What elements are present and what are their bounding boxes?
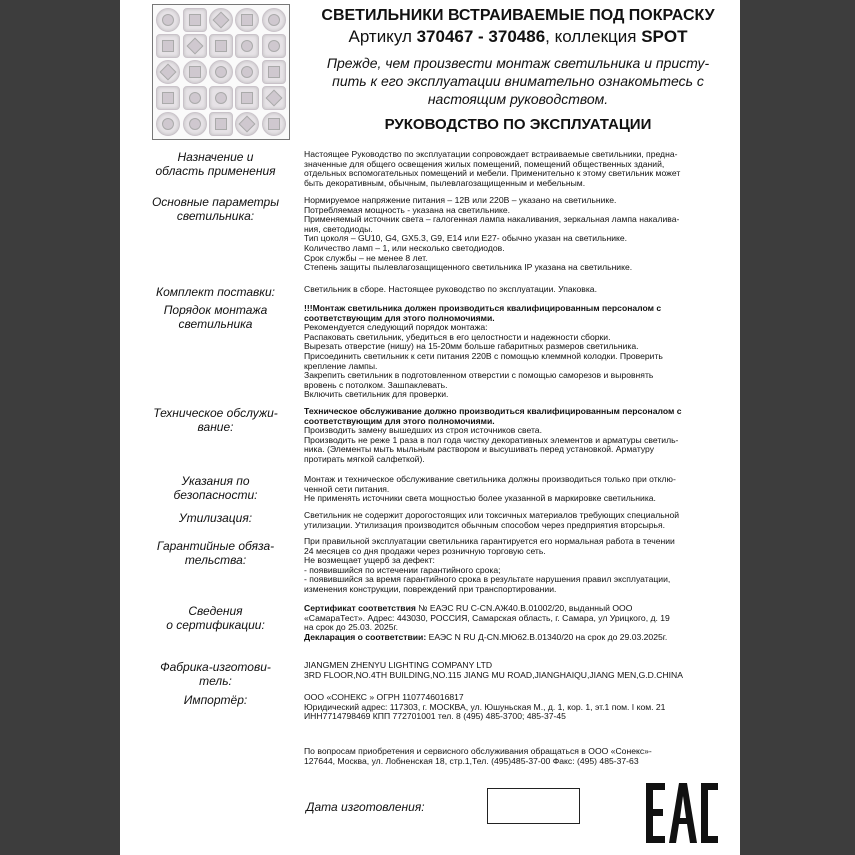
- lamp-thumbnail: [262, 86, 286, 110]
- safety-label: [128, 474, 303, 502]
- kit-label: [128, 285, 303, 299]
- text-line: Производить не реже 1 раза в пол года чистку декоративных элементов и арматуры светиль-: [304, 434, 679, 445]
- lamp-thumbnail: [182, 8, 206, 32]
- article-prefix: Артикул: [348, 27, 417, 46]
- lamp-thumbnail: [156, 34, 180, 58]
- mounting-label: [128, 303, 303, 331]
- lamp-thumbnail: [262, 112, 286, 136]
- text-line: протирать мягкой салфеткой).: [304, 453, 425, 464]
- document-title: СВЕТИЛЬНИКИ ВСТРАИВАЕМЫЕ ПОД ПОКРАСКУ: [321, 7, 715, 24]
- declaration-heading: Декларация о соответствии:: [304, 631, 427, 642]
- text-line: Рекомендуется следующий порядок монтажа:: [304, 322, 488, 333]
- lamp-thumbnail: [182, 86, 206, 110]
- disposal-text: [304, 511, 730, 530]
- text-line: утилизации. Утилизация производится обычным способом через предприятия вторсырья.: [304, 519, 666, 530]
- factory-text: [304, 661, 730, 680]
- label-line: область применения: [155, 164, 276, 178]
- lamp-thumbnail: [235, 112, 259, 136]
- lamp-thumbnail: [156, 86, 180, 110]
- lamp-thumbnail: [182, 60, 206, 84]
- text-line: Присоединить светильник к сети питания 220В с помощью клеммной колодки. Проверить: [304, 350, 663, 361]
- lamp-thumbnail: [156, 112, 180, 136]
- text-line: Распаковать светильник, убедиться в его целостности и надежности сборки.: [304, 331, 611, 342]
- label-line: вание:: [197, 420, 234, 434]
- lamp-thumbnail: [156, 60, 180, 84]
- lamp-thumbnail: [262, 34, 286, 58]
- lamp-thumbnail: [262, 8, 286, 32]
- text-line: JIANGMEN ZHENYU LIGHTING COMPANY LTD: [304, 660, 493, 670]
- lamp-thumbnail: [262, 60, 286, 84]
- mounting-text: [304, 304, 730, 400]
- lamp-thumbnail: [235, 60, 259, 84]
- text-line: отдельных вспомогательных помещений и мебели. Применительно к этому светильник может: [304, 168, 681, 179]
- text-line: Не применять источники света мощностью более указанной в маркировке светильника.: [304, 493, 656, 504]
- text-line: - появившийся за время гарантийного срока в результате нарушения правил эксплуатации,: [304, 574, 671, 585]
- label-line: светильника: [178, 317, 253, 331]
- label-line: Техническое обслужи-: [153, 406, 278, 420]
- label-line: Гарантийные обяза-: [156, 539, 275, 553]
- article-mid: , коллекция: [545, 27, 642, 46]
- label-line: светильника:: [176, 209, 255, 223]
- lamp-thumbnail: [209, 112, 233, 136]
- kit-text: [304, 285, 730, 295]
- text-line: ния, светодиоды.: [304, 223, 373, 234]
- certification-label: [128, 604, 303, 632]
- text-line: Количество ламп – 1, или несколько светодиодов.: [304, 242, 505, 253]
- text-line: Не возмещает ущерб за дефект:: [304, 555, 435, 566]
- lamp-thumbnail: [182, 34, 206, 58]
- text-line: ООО «СОНЕКС » ОГРН 1107746016817: [304, 692, 464, 702]
- label-line: тель:: [199, 674, 232, 688]
- eac-certification-mark: [645, 782, 719, 844]
- params-label: [128, 195, 303, 223]
- viewer-background-left: [0, 0, 120, 855]
- certificate-heading: Сертификат соответствия: [304, 603, 416, 613]
- text-line: вровень с потолком. Зашпаклевать.: [304, 379, 448, 390]
- lamp-thumbnail: [235, 8, 259, 32]
- viewer-background-right: [740, 0, 855, 855]
- label-line: Порядок монтажа: [163, 303, 268, 317]
- text-line: 127644, Москва, ул. Лобненская 18, стр.1,Тел. (495)485-37-00 Факс: (495) 485-37-63: [304, 755, 639, 766]
- disposal-label: [128, 511, 303, 525]
- text-line: Применяемый источник света – галогенная лампа накаливания, зеркальная лампа накалива-: [304, 214, 680, 225]
- purpose-text: [304, 150, 730, 188]
- text-line: быть декоративным, обычным, пылевлагозащищенным и мебельным.: [304, 177, 586, 188]
- lamp-thumbnail: [209, 34, 233, 58]
- lamp-thumbnail: [209, 60, 233, 84]
- text-line: Монтаж и техническое обслуживание светильника должны производиться только при отклю-: [304, 474, 676, 484]
- text-line: Производить замену вышедших из строя источников света.: [304, 425, 542, 436]
- text-line: Светильник в сборе. Настоящее руководство по эксплуатации. Упаковка.: [304, 284, 597, 294]
- text-line: ЕАЭС N RU Д-CN.МЮ62.В.01340/20 на срок до 29.03.2025г.: [426, 631, 668, 642]
- maintenance-text: [304, 407, 730, 465]
- service-contacts: [304, 747, 730, 766]
- warranty-label: [128, 539, 303, 567]
- text-line-bold: соответствующим для этого полномочиями.: [304, 312, 495, 323]
- label-line: Комплект поставки:: [156, 285, 275, 299]
- article-line: [298, 27, 738, 47]
- lamp-thumbnail: [209, 86, 233, 110]
- manual-title: РУКОВОДСТВО ПО ЭКСПЛУАТАЦИИ: [384, 116, 652, 133]
- label-line: Утилизация:: [178, 511, 253, 525]
- article-range: 370467 - 370486: [416, 27, 546, 46]
- text-line: Вырезать отверстие (нишу) на 15-20мм больше габаритных размеров светильника.: [304, 341, 639, 352]
- lamp-thumbnail: [156, 8, 180, 32]
- text-line: Срок службы – не менее 8 лет.: [304, 252, 428, 263]
- warranty-text: [304, 537, 730, 595]
- text-line-bold: соответствующим для этого полномочиями.: [304, 415, 495, 426]
- text-line: Нормируемое напряжение питания – 12В или 220В – указано на светильнике.: [304, 195, 617, 205]
- text-line: Потребляемая мощность - указана на светильнике.: [304, 204, 511, 215]
- params-text: [304, 196, 730, 273]
- text-line: Настоящее Руководство по эксплуатации сопровождает встраиваемые светильники, предна-: [304, 149, 678, 159]
- certification-text: [304, 604, 730, 642]
- warning-line: настоящим руководством.: [427, 91, 609, 107]
- text-line: - появившийся по истечении гарантийного срока;: [304, 564, 501, 575]
- label-line: о сертификации:: [166, 618, 265, 632]
- maintenance-label: [128, 406, 303, 434]
- text-line: № ЕАЭС RU С-CN.АЖ40.В.01002/20, выданный ООО: [415, 603, 633, 613]
- product-image: [152, 4, 290, 140]
- collection-name: SPOT: [641, 27, 688, 46]
- text-line: на срок до 25.03. 2025г.: [304, 622, 398, 633]
- text-line: При правильной эксплуатации светильника гарантируется его нормальная работа в течении: [304, 536, 675, 546]
- read-manual-warning: [298, 54, 738, 108]
- label-line: Импортёр:: [183, 693, 248, 707]
- safety-text: [304, 475, 730, 504]
- importer-text: [304, 693, 730, 722]
- text-line: ченной сети питания.: [304, 483, 390, 494]
- text-line: Включить светильник для проверки.: [304, 389, 449, 400]
- text-line: значенные для общего освещения жилых помещений, помещений общественных зданий,: [304, 158, 665, 169]
- text-line-bold: Техническое обслуживание должно производиться квалифицированным персоналом с: [304, 406, 682, 416]
- text-line: ИНН7714798469 КПП 772701001 тел. 8 (495) 485-3700; 485-37-45: [304, 711, 566, 722]
- document-page: [120, 0, 740, 855]
- text-line: изменения конструкции, повреждений при транспортировании.: [304, 583, 557, 594]
- lamp-thumbnail: [182, 112, 206, 136]
- text-line: Светильник не содержит дорогостоящих или токсичных материалов требующих специальной: [304, 510, 680, 520]
- factory-label: [128, 660, 303, 688]
- lamp-thumbnail: [235, 86, 259, 110]
- text-line: Степень защиты пылевлагозащищенного светильника IP указана на светильнике.: [304, 262, 633, 273]
- label-line: Сведения: [188, 604, 243, 618]
- purpose-label: [128, 150, 303, 178]
- text-line: Юридический адрес: 117303, г. МОСКВА, ул. Юшуньская М., д. 1, кор. 1, эт.1 пом. I ком. 21: [304, 701, 666, 712]
- manufacture-date-box: [487, 788, 580, 824]
- label-line: Назначение и: [177, 150, 254, 164]
- text-line: 24 месяцев со дня продажи через розничную торговую сеть.: [304, 545, 546, 556]
- text-line: ника. (Элементы мыть мыльным раствором и высушивать перед установкой. Арматуру: [304, 444, 655, 455]
- text-line: «СамараТест». Адрес: 443030, РОССИЯ, Самарская область, г. Самара, ул Урицкого, д. 19: [304, 612, 670, 623]
- warning-line: пить к его эксплуатации внимательно ознакомьтесь с: [332, 73, 704, 89]
- text-line: По вопросам приобретения и сервисного обслуживания обращаться в ООО «Сонекс»-: [304, 746, 652, 756]
- text-line: Закрепить светильник в подготовленном отверстии с помощью саморезов и выровнять: [304, 370, 654, 381]
- lamp-thumbnail: [235, 34, 259, 58]
- label-line: безопасности:: [173, 488, 258, 502]
- warning-line: Прежде, чем произвести монтаж светильника и присту-: [326, 55, 710, 71]
- text-line: крепление лампы.: [304, 360, 378, 371]
- text-line-bold: !!!Монтаж светильника должен производиться квалифицированным персоналом с: [304, 303, 662, 313]
- label-line: Фабрика-изготови-: [160, 660, 271, 674]
- label-line: Основные параметры: [151, 195, 280, 209]
- manufacture-date-label: Дата изготовления:: [306, 800, 425, 814]
- label-line: Указания по: [181, 474, 250, 488]
- lamp-thumbnail: [209, 8, 233, 32]
- label-line: тельства:: [184, 553, 247, 567]
- text-line: Тип цоколя – GU10, G4, GX5.3, G9, E14 или E27- обычно указан на светильнике.: [304, 233, 628, 244]
- importer-label: [128, 693, 303, 707]
- text-line: 3RD FLOOR,NO.4TH BUILDING,NO.115 JIANG MU ROAD,JIANGHAIQU,JIANG MEN,G.D.CHINA: [304, 669, 683, 680]
